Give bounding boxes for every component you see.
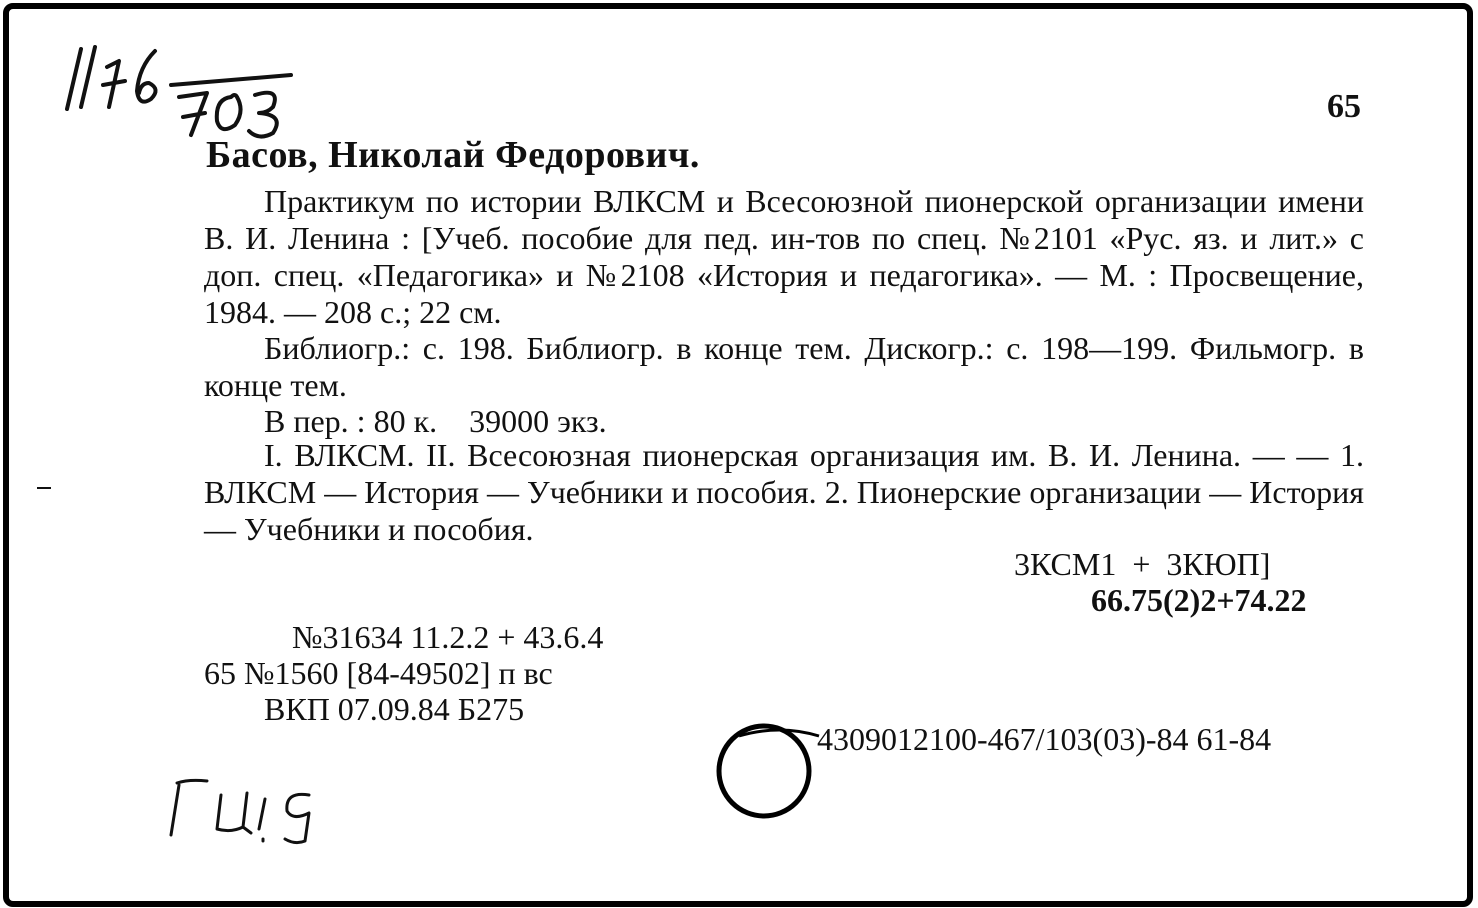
catalog-card — [3, 3, 1473, 907]
circle-stamp — [709, 714, 829, 829]
record-line: №31634 11.2.2 + 43.6.4 — [292, 619, 604, 655]
bibliography-note: Библиогр.: с. 198. Библиогр. в конце тем. Дискогр.: с. 198—199. Фильмогр. в конце тем. — [204, 330, 1364, 403]
classification-index-1: 3КСМ1 + 3КЮП] — [1014, 546, 1271, 582]
handwritten-bottom-mark — [159, 769, 359, 849]
handwritten-gc19-drawing — [159, 769, 359, 849]
record-line: ВКП 07.09.84 Б275 — [264, 691, 525, 727]
subject-headings: I. ВЛКСМ. II. Всесоюзная пионерская организация им. В. И. Ленина. — — 1. ВЛКСМ — История — Учебники и пособия. 2. Пионерские организации — История — Учебники и пособия. — [204, 437, 1364, 547]
price-and-print-run: В пер. : 80 к. 39000 экз. — [264, 403, 607, 439]
handwritten-1176-703-drawing — [59, 37, 309, 147]
book-description: Практикум по истории ВЛКСМ и Всесоюзной пионерской организации имени В. И. Ленина : [Учеб. пособие для пед. ин-тов по спец. №2101 «Рус. яз. и лит.» с доп. спец. «Педагогика» и №2108 «История и педагогика». — М. : Просвещение, 1984. — 208 с.; 22 см. — [204, 183, 1364, 330]
page-number: 65 — [1327, 88, 1361, 125]
classification-index-2: 66.75(2)2+74.22 — [1091, 582, 1307, 618]
isbn-code: 4309012100-467/103(03)-84 61-84 — [817, 721, 1272, 757]
margin-dash — [37, 487, 51, 489]
handwritten-inventory-mark — [59, 37, 309, 147]
author-heading: Басов, Николай Федорович. — [206, 134, 700, 176]
record-line: 65 №1560 [84-49502] п вс — [204, 655, 553, 691]
